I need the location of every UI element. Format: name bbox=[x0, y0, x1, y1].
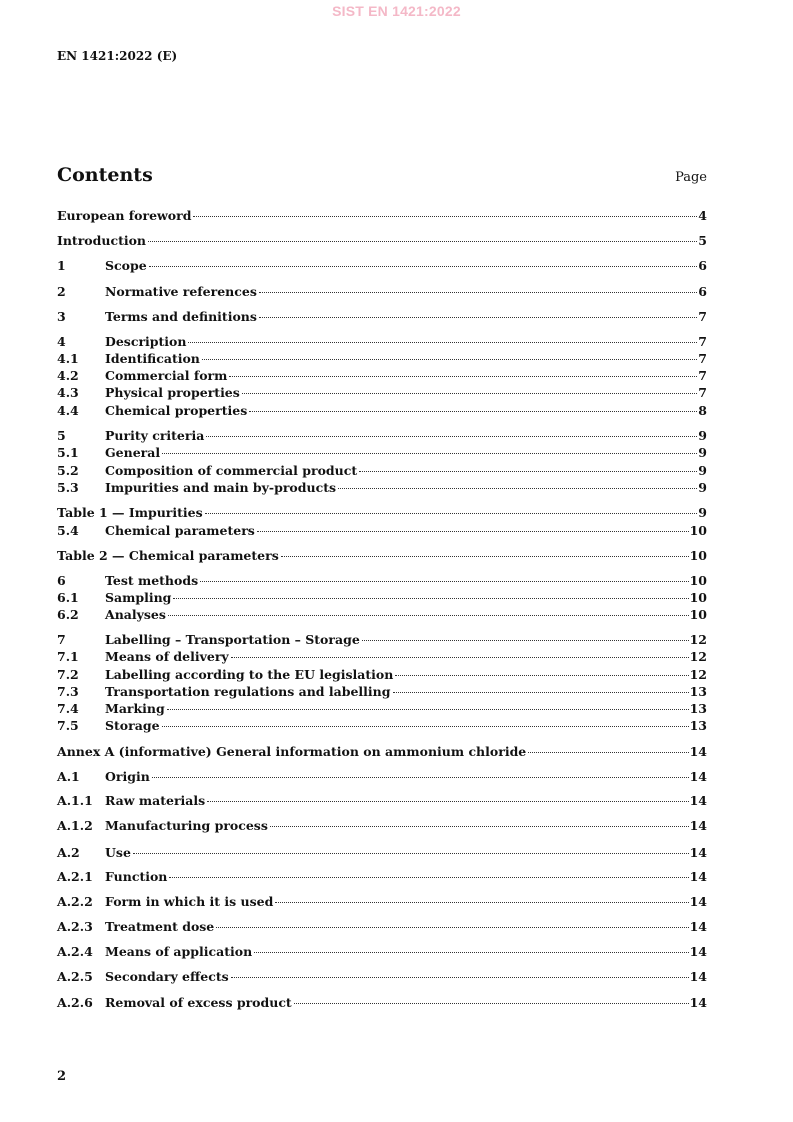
toc-entry-number: 7.5 bbox=[57, 718, 79, 733]
toc-entry[interactable] bbox=[57, 309, 707, 325]
toc-entry-number: A.2.2 bbox=[57, 894, 93, 909]
page-column-label: Page bbox=[675, 170, 707, 185]
toc-dot-leader bbox=[259, 317, 697, 318]
toc-entry[interactable] bbox=[57, 480, 707, 496]
toc-entry-title: Table 2 — Chemical parameters bbox=[57, 548, 279, 563]
toc-entry-number: 5.2 bbox=[57, 463, 79, 478]
toc-dot-leader bbox=[193, 216, 697, 217]
toc-entry-number: 6 bbox=[57, 573, 66, 588]
toc-entry[interactable] bbox=[57, 649, 707, 665]
toc-dot-leader bbox=[149, 266, 698, 267]
toc-entry-title: Analyses bbox=[105, 607, 166, 622]
toc-entry-page: 14 bbox=[689, 845, 707, 860]
toc-entry-page: 14 bbox=[689, 894, 707, 909]
toc-entry[interactable] bbox=[57, 548, 707, 564]
toc-entry-number: A.2.4 bbox=[57, 944, 93, 959]
toc-entry-page: 13 bbox=[689, 684, 707, 699]
toc-entry[interactable] bbox=[57, 667, 707, 683]
toc-entry-page: 14 bbox=[689, 793, 707, 808]
toc-entry-title: Table 1 — Impurities bbox=[57, 505, 203, 520]
toc-dot-leader bbox=[202, 359, 697, 360]
toc-entry-number: 4.3 bbox=[57, 385, 79, 400]
toc-entry-number: A.2.6 bbox=[57, 995, 93, 1010]
toc-dot-leader bbox=[393, 692, 689, 693]
toc-entry-title: Test methods bbox=[105, 573, 199, 588]
toc-entry-number: 4.2 bbox=[57, 368, 79, 383]
toc-entry-title: Commercial form bbox=[105, 368, 228, 383]
toc-entry-page: 13 bbox=[689, 701, 707, 716]
toc-dot-leader bbox=[254, 952, 688, 953]
toc-dot-leader bbox=[162, 726, 689, 727]
toc-entry-number: 4.1 bbox=[57, 351, 79, 366]
toc-entry-page: 10 bbox=[689, 590, 707, 605]
toc-dot-leader bbox=[188, 342, 697, 343]
toc-entry-page: 9 bbox=[698, 463, 707, 478]
toc-dot-leader bbox=[259, 292, 697, 293]
toc-dot-leader bbox=[338, 488, 697, 489]
toc-entry-page: 12 bbox=[689, 632, 707, 647]
toc-entry-title: Sampling bbox=[105, 590, 172, 605]
toc-entry[interactable] bbox=[57, 284, 707, 300]
toc-entry[interactable] bbox=[57, 573, 707, 589]
toc-entry-title: Function bbox=[105, 869, 168, 884]
toc-entry-page: 14 bbox=[689, 744, 707, 759]
toc-entry-page: 12 bbox=[689, 649, 707, 664]
toc-entry-page: 14 bbox=[689, 944, 707, 959]
toc-entry-number: 4.4 bbox=[57, 403, 79, 418]
toc-entry-page: 8 bbox=[698, 403, 707, 418]
toc-entry[interactable] bbox=[57, 632, 707, 648]
toc-dot-leader bbox=[281, 556, 689, 557]
toc-entry-page: 10 bbox=[689, 548, 707, 563]
toc-entry[interactable] bbox=[57, 258, 707, 274]
toc-dot-leader bbox=[169, 877, 688, 878]
toc-entry-number: A.2.5 bbox=[57, 969, 93, 984]
toc-entry-number: 6.1 bbox=[57, 590, 79, 605]
toc-entry-page: 7 bbox=[698, 334, 707, 349]
toc-entry-number: A.1.1 bbox=[57, 793, 93, 808]
toc-dot-leader bbox=[205, 513, 698, 514]
toc-entry-number: 7.4 bbox=[57, 701, 79, 716]
toc-entry-title: Purity criteria bbox=[105, 428, 205, 443]
toc-entry[interactable] bbox=[57, 428, 707, 444]
toc-entry-number: 5.4 bbox=[57, 523, 79, 538]
toc-dot-leader bbox=[168, 615, 689, 616]
toc-dot-leader bbox=[133, 853, 689, 854]
toc-entry[interactable] bbox=[57, 368, 707, 384]
toc-entry[interactable] bbox=[57, 445, 707, 461]
toc-entry-number: 6.2 bbox=[57, 607, 79, 622]
toc-entry[interactable] bbox=[57, 944, 707, 960]
toc-dot-leader bbox=[148, 241, 697, 242]
toc-dot-leader bbox=[249, 411, 697, 412]
toc-entry[interactable] bbox=[57, 590, 707, 606]
toc-entry[interactable] bbox=[57, 208, 707, 224]
toc-entry[interactable] bbox=[57, 793, 707, 809]
toc-entry-number: 5.1 bbox=[57, 445, 79, 460]
toc-entry[interactable] bbox=[57, 334, 707, 350]
toc-entry-title: Terms and definitions bbox=[105, 309, 257, 324]
toc-entry[interactable] bbox=[57, 505, 707, 521]
toc-entry[interactable] bbox=[57, 523, 707, 539]
toc-dot-leader bbox=[275, 902, 688, 903]
toc-entry-title: Scope bbox=[105, 258, 147, 273]
toc-entry-title: Marking bbox=[105, 701, 165, 716]
toc-entry-page: 6 bbox=[698, 284, 707, 299]
document-id: EN 1421:2022 (E) bbox=[57, 49, 178, 63]
toc-dot-leader bbox=[200, 581, 688, 582]
toc-entry-title: Identification bbox=[105, 351, 200, 366]
toc-entry-title: Physical properties bbox=[105, 385, 240, 400]
toc-entry[interactable] bbox=[57, 769, 707, 785]
toc-entry-page: 7 bbox=[698, 385, 707, 400]
toc-entry-page: 7 bbox=[698, 309, 707, 324]
toc-entry-title: Introduction bbox=[57, 233, 147, 248]
toc-dot-leader bbox=[216, 927, 688, 928]
toc-entry-title: Labelling according to the EU legislation bbox=[105, 667, 394, 682]
toc-entry-number: 2 bbox=[57, 284, 66, 299]
toc-entry-number: A.1 bbox=[57, 769, 80, 784]
toc-dot-leader bbox=[242, 393, 697, 394]
toc-entry-title: Annex A (informative) General information on ammonium chloride bbox=[57, 744, 527, 759]
toc-entry-page: 14 bbox=[689, 818, 707, 833]
toc-entry[interactable] bbox=[57, 684, 707, 700]
toc-entry-title: Impurities and main by-products bbox=[105, 480, 336, 495]
toc-entry-title: Composition of commercial product bbox=[105, 463, 358, 478]
watermark: SIST EN 1421:2022 bbox=[332, 3, 461, 19]
toc-entry-page: 5 bbox=[698, 233, 707, 248]
toc-entry-page: 14 bbox=[689, 919, 707, 934]
toc-entry-title: Labelling – Transportation – Storage bbox=[105, 632, 360, 647]
toc-entry-title: Chemical properties bbox=[105, 403, 248, 418]
toc-entry-title: Secondary effects bbox=[105, 969, 229, 984]
toc-entry-number: A.2.3 bbox=[57, 919, 93, 934]
toc-entry[interactable] bbox=[57, 701, 707, 717]
toc-entry-title: Means of delivery bbox=[105, 649, 229, 664]
footer-page-number: 2 bbox=[57, 1069, 67, 1084]
toc-entry[interactable] bbox=[57, 845, 707, 861]
toc-entry-number: 7 bbox=[57, 632, 66, 647]
toc-dot-leader bbox=[162, 453, 697, 454]
toc-dot-leader bbox=[359, 471, 697, 472]
toc-entry-title: Storage bbox=[105, 718, 160, 733]
toc-entry-title: European foreword bbox=[57, 208, 192, 223]
toc-dot-leader bbox=[152, 777, 689, 778]
toc-dot-leader bbox=[173, 598, 688, 599]
toc-entry[interactable] bbox=[57, 718, 707, 734]
toc-dot-leader bbox=[362, 640, 689, 641]
toc-entry[interactable] bbox=[57, 894, 707, 910]
toc-entry-title: Chemical parameters bbox=[105, 523, 255, 538]
toc-dot-leader bbox=[229, 376, 697, 377]
toc-entry-page: 9 bbox=[698, 445, 707, 460]
toc-entry-page: 12 bbox=[689, 667, 707, 682]
toc-entry-number: 7.3 bbox=[57, 684, 79, 699]
contents-header bbox=[57, 164, 707, 190]
toc-entry-number: 4 bbox=[57, 334, 66, 349]
toc-entry[interactable] bbox=[57, 969, 707, 985]
toc-entry-page: 9 bbox=[698, 480, 707, 495]
toc-entry-title: Manufacturing process bbox=[105, 818, 268, 833]
toc-dot-leader bbox=[231, 977, 689, 978]
toc-entry[interactable] bbox=[57, 233, 707, 249]
toc-entry-title: Treatment dose bbox=[105, 919, 215, 934]
toc-entry[interactable] bbox=[57, 607, 707, 623]
toc-entry-page: 7 bbox=[698, 368, 707, 383]
toc-entry-number: 1 bbox=[57, 258, 66, 273]
toc-entry-page: 6 bbox=[698, 258, 707, 273]
toc-entry[interactable] bbox=[57, 385, 707, 401]
toc-entry[interactable] bbox=[57, 463, 707, 479]
toc-entry-title: Means of application bbox=[105, 944, 253, 959]
toc-dot-leader bbox=[206, 436, 697, 437]
toc-entry[interactable] bbox=[57, 995, 707, 1011]
toc-entry-title: Raw materials bbox=[105, 793, 206, 808]
toc-entry[interactable] bbox=[57, 869, 707, 885]
toc-entry[interactable] bbox=[57, 818, 707, 834]
toc-entry-page: 13 bbox=[689, 718, 707, 733]
toc-entry-page: 10 bbox=[689, 607, 707, 622]
toc-entry-number: A.2 bbox=[57, 845, 80, 860]
toc-dot-leader bbox=[207, 801, 688, 802]
toc-entry-title: Description bbox=[105, 334, 187, 349]
toc-entry-number: 5 bbox=[57, 428, 66, 443]
toc-entry-page: 14 bbox=[689, 869, 707, 884]
toc-entry-page: 14 bbox=[689, 995, 707, 1010]
toc-entry-page: 9 bbox=[698, 428, 707, 443]
toc-entry-page: 14 bbox=[689, 969, 707, 984]
toc-entry-title: Transportation regulations and labelling bbox=[105, 684, 391, 699]
toc-dot-leader bbox=[231, 657, 689, 658]
toc-dot-leader bbox=[270, 826, 689, 827]
toc-dot-leader bbox=[294, 1003, 689, 1004]
toc-entry[interactable] bbox=[57, 744, 707, 760]
toc-dot-leader bbox=[528, 752, 688, 753]
toc-entry-page: 7 bbox=[698, 351, 707, 366]
toc-entry-number: 3 bbox=[57, 309, 66, 324]
toc-entry-number: A.1.2 bbox=[57, 818, 93, 833]
toc-entry-number: 7.1 bbox=[57, 649, 79, 664]
toc-entry-title: Normative references bbox=[105, 284, 257, 299]
toc-entry-title: General bbox=[105, 445, 161, 460]
toc-entry-number: A.2.1 bbox=[57, 869, 93, 884]
toc-entry-title: Removal of excess product bbox=[105, 995, 292, 1010]
toc-entry[interactable] bbox=[57, 351, 707, 367]
contents-title: Contents bbox=[57, 164, 153, 186]
toc-entry[interactable] bbox=[57, 919, 707, 935]
toc-dot-leader bbox=[257, 531, 689, 532]
toc-entry-page: 4 bbox=[698, 208, 707, 223]
toc-entry-title: Form in which it is used bbox=[105, 894, 274, 909]
toc-dot-leader bbox=[395, 675, 688, 676]
toc-entry-title: Use bbox=[105, 845, 131, 860]
toc-entry-number: 7.2 bbox=[57, 667, 79, 682]
toc-dot-leader bbox=[167, 709, 689, 710]
toc-entry-number: 5.3 bbox=[57, 480, 79, 495]
toc-entry-page: 10 bbox=[689, 573, 707, 588]
toc-entry-title: Origin bbox=[105, 769, 150, 784]
toc-entry[interactable] bbox=[57, 403, 707, 419]
toc-entry-page: 9 bbox=[698, 505, 707, 520]
toc-entry-page: 14 bbox=[689, 769, 707, 784]
toc-entry-page: 10 bbox=[689, 523, 707, 538]
